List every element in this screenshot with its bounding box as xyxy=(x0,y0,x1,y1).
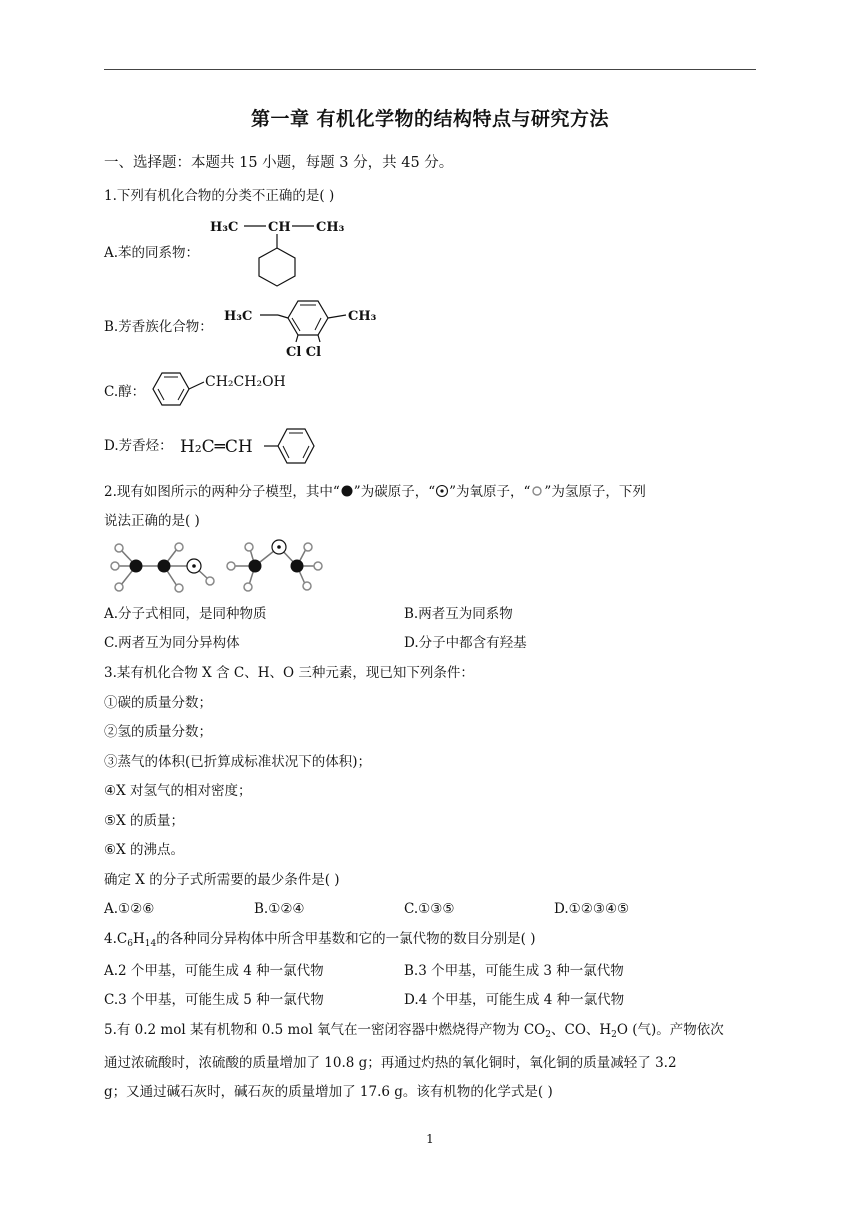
carbon-atom xyxy=(158,560,171,573)
header-rule xyxy=(104,69,756,70)
q4-option-d: D.4 个甲基，可能生成 4 种一氯代物 xyxy=(404,992,625,1008)
carbon-atom xyxy=(130,560,143,573)
q2-stem-line2: 说法正确的是( ) xyxy=(104,513,200,529)
q1-b-right-group: CH₃ xyxy=(348,309,377,324)
hydrogen-atom xyxy=(304,543,312,551)
carbon-atom xyxy=(291,560,304,573)
q2-option-a: A.分子式相同，是同种物质 xyxy=(104,606,267,622)
q1-option-d: D.芳香烃： xyxy=(104,438,173,454)
hydrogen-atom xyxy=(206,577,214,585)
q3-condition-5: ⑤X 的质量； xyxy=(104,813,185,829)
q2-option-d: D.分子中都含有羟基 xyxy=(404,635,527,651)
page-number: 1 xyxy=(426,1132,434,1146)
q1-c-chain: CH₂CH₂OH xyxy=(205,374,286,390)
q4-option-b: B.3 个甲基，可能生成 3 种一氯代物 xyxy=(404,963,624,979)
molecule-models xyxy=(104,538,336,598)
benzene-ring xyxy=(288,301,328,335)
hydrogen-atom xyxy=(175,584,183,592)
q1-option-c: C.醇： xyxy=(104,384,146,400)
q1-b-bottom-groups: Cl Cl xyxy=(286,345,322,360)
q3-stem: 3.某有机化合物 X 含 C、H、O 三种元素，现已知下列条件： xyxy=(104,665,474,681)
q3-option-d: D.①②③④⑤ xyxy=(554,901,630,917)
q1-b-structure xyxy=(222,290,392,362)
q3-condition-2: ②氢的质量分数； xyxy=(104,724,212,740)
q2-option-b: B.两者互为同系物 xyxy=(404,606,513,622)
carbon-atom xyxy=(249,560,262,573)
q4-stem: $4.C_6H_{14}$的各种同分异构体中所含甲基数和它的一氯代物的数目分别是( ) xyxy=(104,931,536,949)
q3-condition-4: ④X 对氢气的相对密度； xyxy=(104,783,252,799)
q1-a-left-group: H₃C xyxy=(210,220,239,235)
hydrogen-atom xyxy=(115,583,123,591)
hydrogen-atom xyxy=(175,543,183,551)
q1-a-structure xyxy=(206,212,366,288)
q2-stem-line1: 2.现有如图所示的两种分子模型，其中“ ”为碳原子，“ ”为氧原子，“ ”为氢原子，下列 xyxy=(104,484,646,500)
q3-condition-6: ⑥X 的沸点。 xyxy=(104,842,185,858)
q3-condition-1: ①碳的质量分数； xyxy=(104,695,212,711)
q2-option-c: C.两者互为同分异构体 xyxy=(104,635,240,651)
q1-b-left-group: H₃C xyxy=(224,309,253,324)
q1-a-mid-group: CH xyxy=(268,220,291,235)
page-title: 第一章 有机化学物的结构特点与研究方法 xyxy=(250,108,610,130)
q4-option-a: A.2 个甲基，可能生成 4 种一氯代物 xyxy=(104,963,324,979)
q4-option-c: C.3 个甲基，可能生成 5 种一氯代物 xyxy=(104,992,324,1008)
carbon-atom-icon xyxy=(340,484,354,498)
hydrogen-atom xyxy=(111,562,119,570)
q1-option-b: B.芳香族化合物： xyxy=(104,319,213,335)
oxygen-atom-icon xyxy=(435,484,449,498)
hydrogen-atom xyxy=(303,582,311,590)
q5-line-3: g；又通过碱石灰时，碱石灰的质量增加了 17.6 g。该有机物的化学式是( ) xyxy=(104,1084,553,1100)
q3-option-c: C.①③⑤ xyxy=(404,901,455,917)
hydrogen-atom xyxy=(115,544,123,552)
q3-option-b: B.①②④ xyxy=(254,901,305,917)
q3-question: 确定 X 的分子式所需要的最少条件是( ) xyxy=(104,872,340,888)
section-heading: 一、选择题：本题共 15 小题，每题 3 分，共 45 分。 xyxy=(104,155,454,171)
q3-option-a: A.①②⑥ xyxy=(104,901,155,917)
hydrogen-atom xyxy=(245,543,253,551)
q1-stem: 1.下列有机化合物的分类不正确的是( ) xyxy=(104,188,335,204)
q1-c-structure xyxy=(148,368,308,412)
q1-option-a: A.苯的同系物： xyxy=(104,245,200,261)
hydrogen-atom xyxy=(314,562,322,570)
q3-condition-3: ③蒸气的体积(已折算成标准状况下的体积)； xyxy=(104,754,372,770)
hydrogen-atom-icon xyxy=(530,484,544,498)
cyclohexane-ring xyxy=(259,248,295,286)
q5-line-2: 通过浓硫酸时，浓硫酸的质量增加了 10.8 g；再通过灼热的氧化铜时，氧化铜的质量减轻了 3.2 xyxy=(104,1055,677,1071)
q1-d-chain: H₂C═CH xyxy=(180,437,253,457)
hydrogen-atom xyxy=(227,562,235,570)
q5-line-1: 5.有 0.2 mol 某有机物和 0.5 mol 氧气在一密闭容器中燃烧得产物为 $CO_2$、CO、$H_2O$ (气)。产物依次 xyxy=(104,1022,724,1040)
q1-a-right-group: CH₃ xyxy=(316,220,345,235)
q1-d-structure xyxy=(178,422,328,468)
hydrogen-atom xyxy=(244,583,252,591)
